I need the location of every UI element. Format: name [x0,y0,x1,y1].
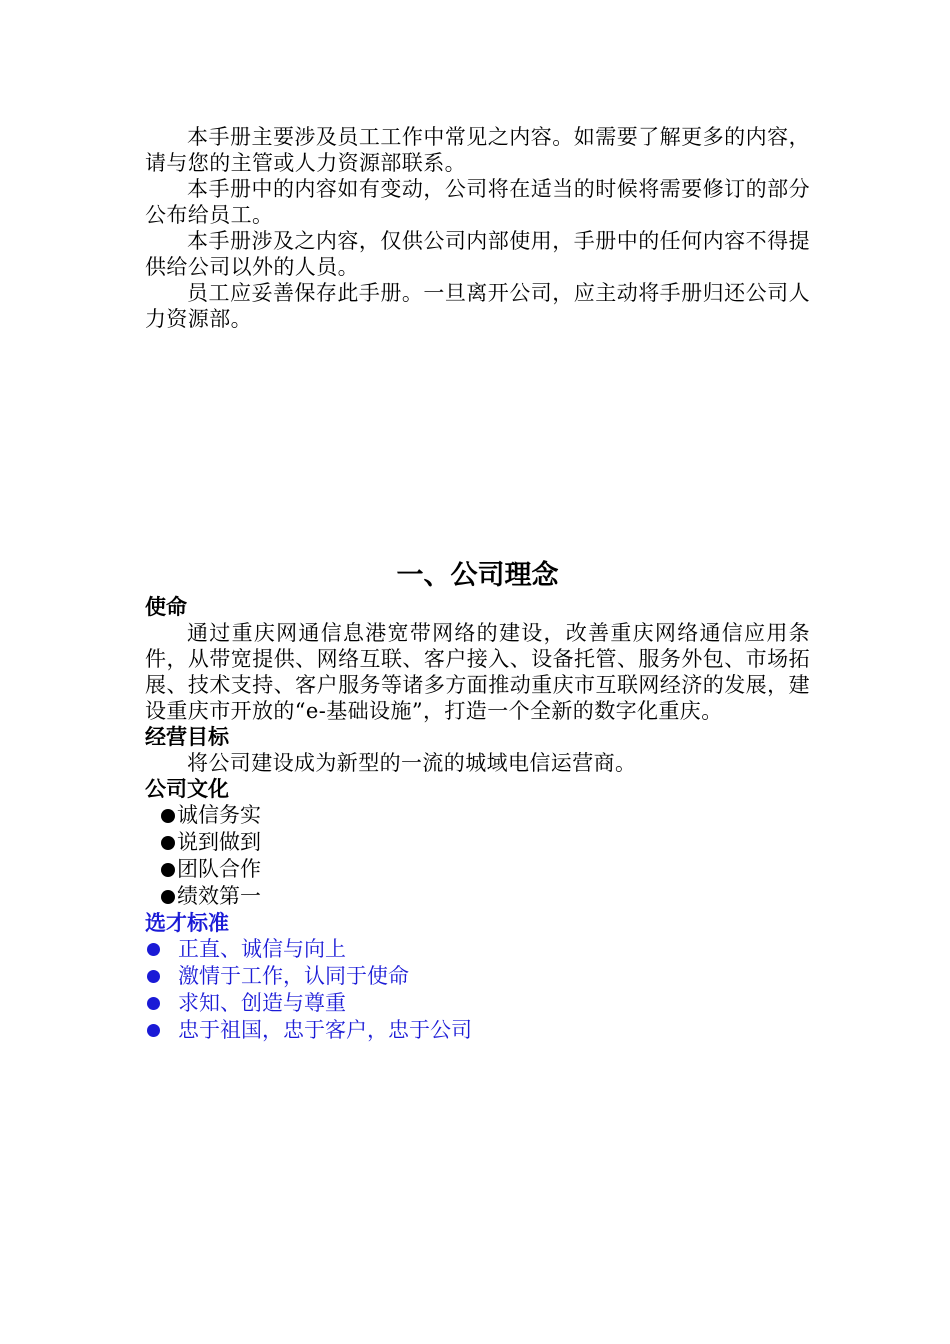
list-item [161,883,810,910]
criteria-item-label: 激情于工作，认同于使命 [178,964,409,988]
bullet-icon [147,1024,160,1037]
mission-text: 通过重庆网通信息港宽带网络的建设，改善重庆网络通信应用条件，从带宽提供、网络互联、客户接入、设备托管、服务外包、市场拓展、技术支持、客户服务等诸多方面推动重庆市互联网经济的发展，建设重庆市开放的“e-基础设施”，打造一个全新的数字化重庆。 [145,621,810,723]
culture-item-label: 说到做到 [177,830,261,854]
criteria-heading: 选才标准 [145,911,229,935]
philosophy-block [145,594,810,1044]
bullet-icon [161,836,175,850]
bullet-icon [147,943,160,956]
list-item [145,963,810,990]
intro-paragraph-4: 员工应妥善保存此手册。一旦离开公司，应主动将手册归还公司人力资源部。 [145,281,810,331]
goal-heading: 经营目标 [145,725,229,749]
bullet-icon [161,863,175,877]
criteria-item-label: 求知、创造与尊重 [178,991,346,1015]
list-item [145,990,810,1017]
intro-paragraph-3: 本手册涉及之内容，仅供公司内部使用，手册中的任何内容不得提供给公司以外的人员。 [145,229,810,279]
criteria-item-label: 忠于祖国，忠于客户，忠于公司 [178,1018,472,1042]
bullet-icon [161,809,175,823]
list-item [145,936,810,963]
list-item [161,829,810,856]
list-item [161,856,810,883]
criteria-item-label: 正直、诚信与向上 [178,937,346,961]
bullet-icon [147,997,160,1010]
culture-item-label: 团队合作 [177,857,261,881]
section-title: 一、公司理念 [396,560,559,591]
mission-heading: 使命 [145,595,187,619]
bullet-icon [147,970,160,983]
culture-heading: 公司文化 [145,777,229,801]
goal-text: 将公司建设成为新型的一流的城域电信运营商。 [187,751,637,775]
list-item [161,802,810,829]
culture-item-label: 绩效第一 [177,884,261,908]
list-item [145,1017,810,1044]
intro-paragraph-1: 本手册主要涉及员工工作中常见之内容。如需要了解更多的内容，请与您的主管或人力资源部联系。 [145,125,810,175]
bullet-icon [161,890,175,904]
criteria-list [145,936,810,1044]
culture-item-label: 诚信务实 [177,803,261,827]
culture-list [145,802,810,910]
intro-paragraph-2: 本手册中的内容如有变动，公司将在适当的时候将需要修订的部分公布给员工。 [145,177,810,227]
intro-block [145,124,810,332]
